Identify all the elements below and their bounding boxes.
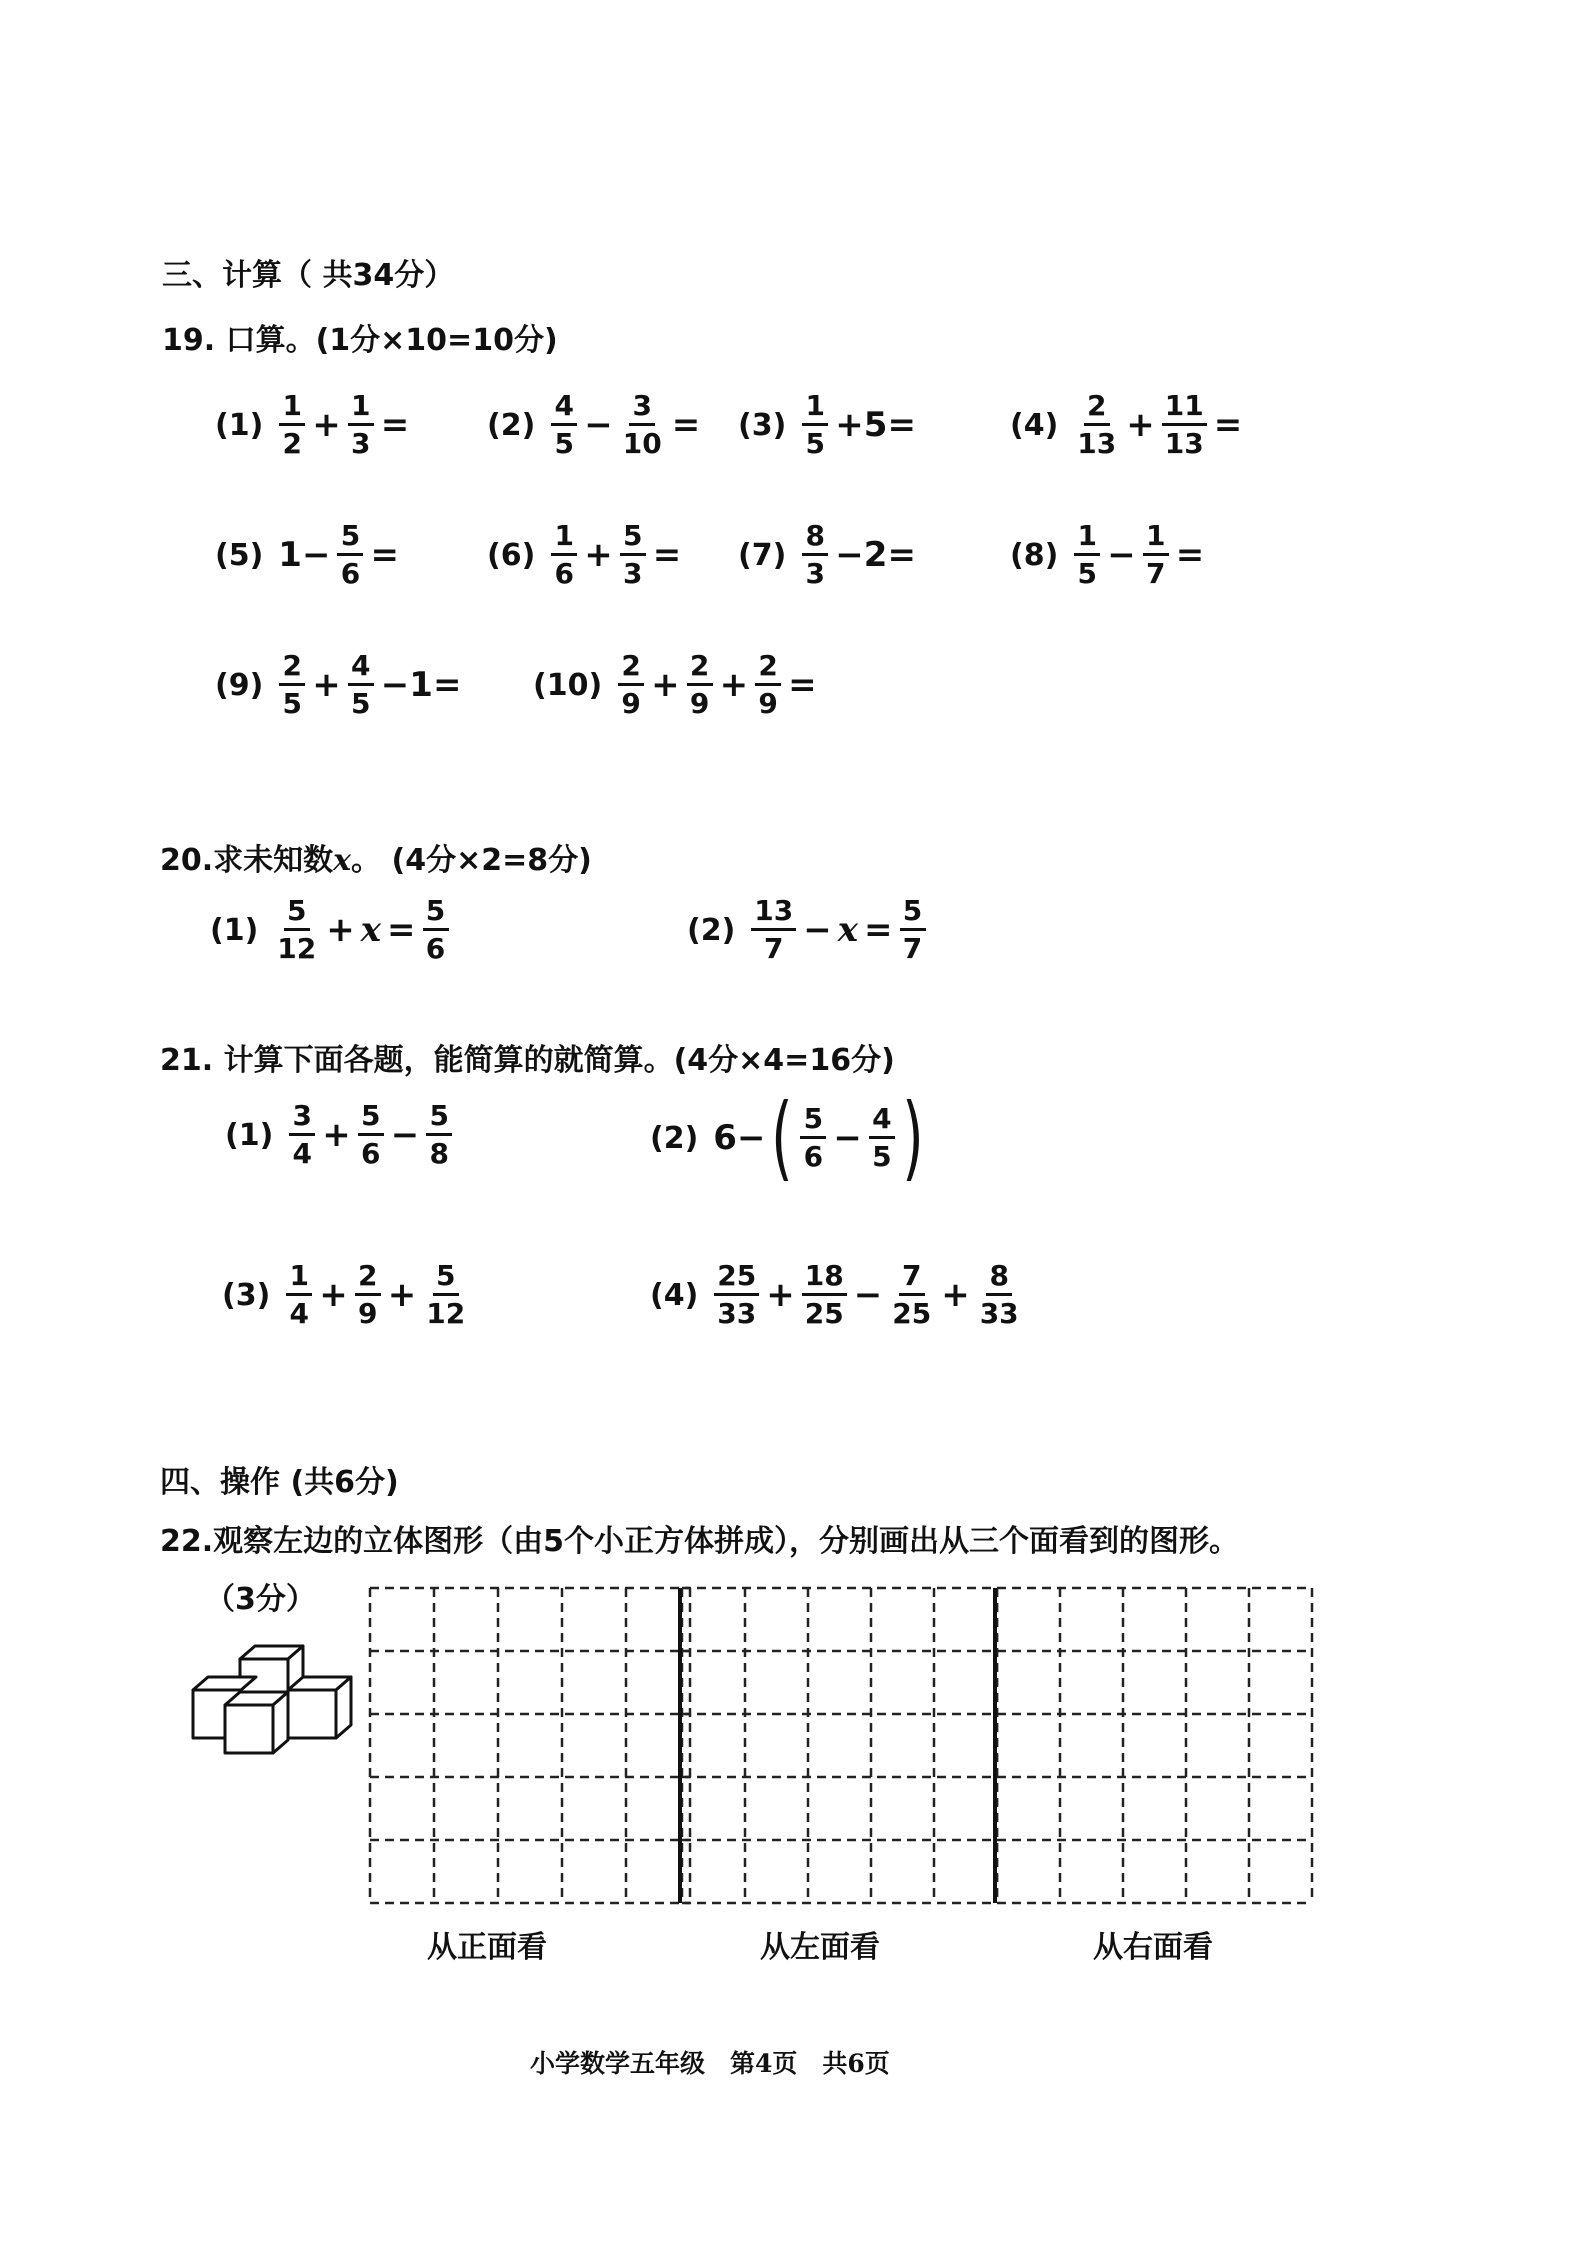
q20-item — [210, 894, 453, 965]
operator: + — [326, 910, 355, 950]
fraction — [279, 649, 305, 720]
fraction — [900, 894, 926, 965]
operator: = — [1175, 535, 1205, 575]
fraction — [423, 1259, 468, 1330]
q19-title: 19. 口算。(1分×10=10分) — [162, 323, 558, 358]
denominator: 9 — [621, 687, 641, 720]
item-label: (2) — [487, 407, 536, 443]
item-label: (2) — [650, 1120, 699, 1156]
item-label: (1) — [225, 1117, 274, 1153]
denominator: 3 — [805, 557, 826, 590]
q21-item — [650, 1084, 927, 1191]
denominator: 5 — [805, 427, 826, 460]
section3-title: 三、计算（ 共34分） — [162, 258, 455, 293]
numerator: 4 — [348, 652, 374, 686]
denominator: 3 — [351, 427, 371, 460]
parenthesis: ( — [771, 1084, 794, 1191]
denominator: 5 — [282, 687, 303, 720]
operator: = — [652, 535, 682, 575]
fraction — [279, 389, 305, 460]
denominator: 9 — [689, 687, 710, 720]
denominator: 5 — [554, 427, 575, 460]
q19-item — [738, 519, 919, 590]
denominator: 6 — [340, 557, 361, 590]
item-label: (6) — [487, 537, 536, 573]
numerator: 3 — [289, 1102, 315, 1136]
numerator: 5 — [426, 1102, 452, 1136]
numerator: 25 — [714, 1262, 759, 1296]
numerator: 11 — [1162, 392, 1207, 426]
numerator: 2 — [1084, 392, 1110, 426]
denominator: 25 — [892, 1297, 932, 1330]
numerator: 1 — [286, 1262, 312, 1296]
numerator: 5 — [423, 897, 449, 931]
item-label: (4) — [650, 1277, 699, 1313]
denominator: 9 — [758, 687, 778, 720]
section4-title: 四、操作 (共6分) — [160, 1465, 399, 1500]
denominator: 10 — [622, 427, 662, 460]
operator: −1= — [380, 665, 462, 705]
fraction — [348, 649, 374, 720]
q21-item — [650, 1259, 1026, 1330]
fraction — [889, 1259, 934, 1330]
denominator: 5 — [351, 687, 371, 720]
q22-score: （3分） — [205, 1582, 316, 1617]
q19-item — [215, 649, 464, 720]
operator: + — [387, 1275, 417, 1315]
denominator: 3 — [623, 557, 643, 590]
denominator: 6 — [803, 1140, 824, 1173]
fraction — [551, 389, 577, 460]
numerator: 1 — [1143, 522, 1169, 556]
numerator: 1 — [551, 522, 577, 556]
denominator: 7 — [764, 932, 784, 965]
numerator: 5 — [433, 1262, 459, 1296]
variable: x — [837, 910, 859, 950]
caption-left: 从左面看 — [760, 1930, 880, 1965]
denominator: 6 — [425, 932, 446, 965]
denominator: 6 — [361, 1137, 381, 1170]
q19-item — [487, 389, 703, 460]
numerator: 1 — [279, 392, 305, 426]
q19-item — [1010, 519, 1207, 590]
item-label: (3) — [222, 1277, 271, 1313]
denominator: 5 — [1077, 557, 1098, 590]
operator: = — [380, 405, 410, 445]
numerator: 1 — [1074, 522, 1100, 556]
denominator: 4 — [292, 1137, 313, 1170]
item-label: (4) — [1010, 407, 1059, 443]
operator: = — [671, 405, 701, 445]
item-label: (1) — [215, 407, 264, 443]
denominator: 7 — [902, 932, 923, 965]
fraction — [802, 389, 828, 460]
denominator: 33 — [979, 1297, 1019, 1330]
operator: = — [788, 665, 817, 705]
item-label: (3) — [738, 407, 787, 443]
q19-item — [738, 389, 919, 460]
fraction — [802, 519, 828, 590]
operator: − — [853, 1275, 883, 1315]
numerator: 2 — [618, 652, 644, 686]
operator: + — [766, 1275, 795, 1315]
fraction — [337, 519, 363, 590]
numerator: 5 — [900, 897, 926, 931]
item-label: (8) — [1010, 537, 1059, 573]
operator: − — [833, 1118, 862, 1158]
numerator: 2 — [755, 652, 781, 686]
operator: 1− — [278, 535, 331, 575]
denominator: 9 — [358, 1297, 378, 1330]
operator: = — [370, 535, 399, 575]
numerator: 5 — [337, 522, 363, 556]
fraction — [869, 1102, 895, 1173]
fraction — [355, 1259, 381, 1330]
numerator: 18 — [802, 1262, 847, 1296]
q20-item — [687, 894, 930, 965]
operator: + — [312, 665, 341, 705]
q22-title: 22.观察左边的立体图形（由5个小正方体拼成），分别画出从三个面看到的图形。 — [160, 1524, 1240, 1559]
fraction — [423, 894, 449, 965]
operator: + — [312, 405, 341, 445]
numerator: 1 — [802, 392, 828, 426]
numerator: 2 — [355, 1262, 381, 1296]
operator: + — [1126, 405, 1155, 445]
q19-item — [215, 389, 412, 460]
fraction — [800, 1102, 826, 1173]
numerator: 7 — [899, 1262, 925, 1296]
fraction — [1074, 519, 1100, 590]
denominator: 7 — [1146, 557, 1166, 590]
operator: = — [1213, 405, 1243, 445]
numerator: 13 — [751, 897, 796, 931]
q21-item — [222, 1259, 472, 1330]
denominator: 13 — [1077, 427, 1117, 460]
denominator: 25 — [804, 1297, 844, 1330]
fraction — [620, 519, 646, 590]
fraction — [1074, 389, 1119, 460]
operator: + — [941, 1275, 970, 1315]
fraction — [977, 1259, 1022, 1330]
operator: + — [322, 1115, 351, 1155]
fraction — [348, 389, 374, 460]
fraction — [286, 1259, 312, 1330]
fraction — [714, 1259, 759, 1330]
q20-title-suffix: 。 (4分×2=8分) — [351, 843, 592, 878]
fraction — [289, 1099, 315, 1170]
item-label: (1) — [210, 912, 259, 948]
operator: +5= — [835, 405, 916, 445]
fraction — [755, 649, 781, 720]
fraction — [1143, 519, 1169, 590]
denominator: 2 — [282, 427, 303, 460]
fraction — [620, 389, 665, 460]
numerator: 5 — [800, 1105, 826, 1139]
q19-item — [215, 519, 402, 590]
item-label: (5) — [215, 537, 264, 573]
operator: − — [584, 405, 613, 445]
caption-right: 从右面看 — [1093, 1930, 1213, 1965]
q21-item — [225, 1099, 456, 1170]
fraction — [274, 894, 319, 965]
denominator: 4 — [289, 1297, 310, 1330]
denominator: 33 — [717, 1297, 757, 1330]
item-label: (10) — [533, 667, 603, 703]
numerator: 2 — [687, 652, 713, 686]
numerator: 8 — [986, 1262, 1012, 1296]
denominator: 12 — [426, 1297, 466, 1330]
operator: − — [390, 1115, 420, 1155]
fraction — [802, 1259, 847, 1330]
numerator: 8 — [802, 522, 828, 556]
q19-item — [1010, 389, 1245, 460]
denominator: 6 — [554, 557, 575, 590]
fraction — [751, 894, 796, 965]
parenthesis: ) — [902, 1084, 924, 1191]
denominator: 5 — [872, 1140, 892, 1173]
operator: + — [651, 665, 680, 705]
numerator: 3 — [629, 392, 655, 426]
numerator: 5 — [620, 522, 646, 556]
q19-item — [487, 519, 684, 590]
operator: − — [803, 910, 832, 950]
item-label: (7) — [738, 537, 787, 573]
numerator: 5 — [358, 1102, 384, 1136]
operator: −2= — [835, 535, 916, 575]
caption-front: 从正面看 — [427, 1930, 547, 1965]
numerator: 5 — [284, 897, 310, 931]
fraction — [358, 1099, 384, 1170]
item-label: (2) — [687, 912, 736, 948]
operator: = — [864, 910, 893, 950]
item-label: (9) — [215, 667, 264, 703]
operator: + — [319, 1275, 348, 1315]
numerator: 4 — [551, 392, 577, 426]
q20-title-prefix: 20.求未知数 — [160, 843, 334, 878]
operator: + — [584, 535, 613, 575]
numerator: 1 — [348, 392, 374, 426]
operator: 6− — [713, 1118, 766, 1158]
denominator: 8 — [429, 1137, 450, 1170]
variable: x — [360, 910, 382, 950]
fraction — [618, 649, 644, 720]
page-footer: 小学数学五年级 第4页 共6页 — [530, 2049, 890, 2078]
denominator: 12 — [277, 932, 317, 965]
q21-title: 21. 计算下面各题，能简算的就简算。(4分×4=16分) — [160, 1043, 895, 1078]
q20-title-var: x — [333, 843, 352, 878]
operator: + — [719, 665, 749, 705]
fraction — [687, 649, 713, 720]
denominator: 13 — [1164, 427, 1204, 460]
q19-item — [533, 649, 820, 720]
operator: = — [387, 910, 416, 950]
fraction — [551, 519, 577, 590]
numerator: 2 — [279, 652, 305, 686]
fraction — [1162, 389, 1207, 460]
fraction — [426, 1099, 452, 1170]
numerator: 4 — [869, 1105, 895, 1139]
operator: − — [1107, 535, 1136, 575]
